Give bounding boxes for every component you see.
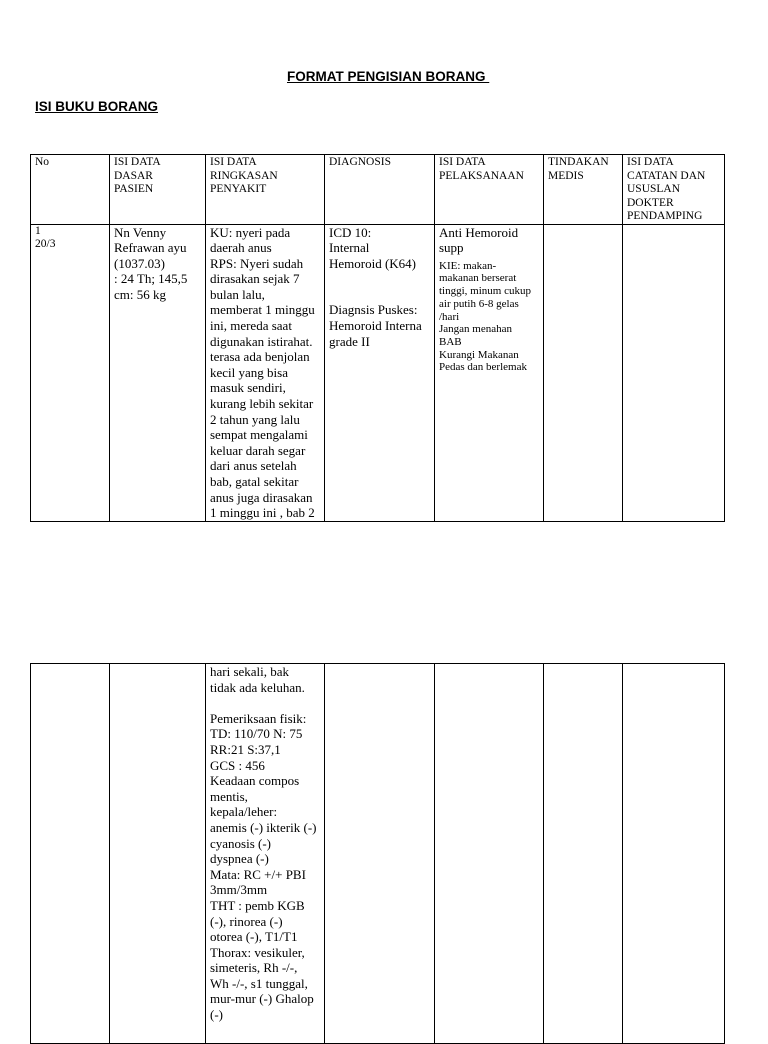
text-line: Nn Venny [114,224,167,240]
text-line: supp [439,240,464,256]
cell-no [31,224,110,521]
text-line: Thorax: vesikuler, [210,944,305,960]
table-header-row [31,155,725,225]
text-line: Pedas dan berlemak [439,361,527,374]
cell-implementation [435,664,544,1044]
text-line: Pemeriksaan fisik: [210,710,307,726]
cell-patient-data [110,224,206,521]
text-line: ISI DATA [439,156,486,168]
text-line: Hemoroid (K64) [329,255,417,271]
text-line: kurang lebih sekitar [210,396,314,412]
borang-table-continued [30,663,725,1044]
text-line: 2 tahun yang lalu [210,411,300,427]
text-line: memberat 1 minggu [210,302,315,318]
text-line: RPS: Nyeri sudah [210,255,304,271]
cell-diagnosis [325,664,435,1044]
text-line: ini, mereda saat [210,318,292,334]
text-line [329,271,434,287]
text-line: cyanosis (-) [210,835,272,851]
text-line [329,287,434,303]
text-line: mur-mur (-) Ghalop [210,991,314,1007]
text-line: RR:21 S:37,1 [210,741,281,757]
text-line: (1037.03) [114,255,165,271]
cell-illness-summary [206,224,325,521]
text-line: BAB [439,335,462,348]
text-line: DIAGNOSIS [329,156,391,168]
text-line: dyspnea (-) [210,851,269,867]
table-row [31,224,725,521]
text-line: ISI DATA [210,156,257,168]
text-line: Refrawan ayu [114,240,187,256]
text-line: KIE: makan- [439,259,497,272]
text-line: bulan lalu, [210,286,265,302]
cell-medical-action [544,224,623,521]
text-line: tinggi, minum cukup [439,285,531,298]
cell-illness-summary [206,664,325,1044]
text-line: : 24 Th; 145,5 [114,271,188,287]
header-medical-action [544,155,623,225]
text-line: tidak ada keluhan. [210,679,305,695]
text-line: kecil yang bisa [210,364,288,380]
text-line: 20/3 [35,237,56,250]
text-line: 1 minggu ini , bab 2 [210,505,315,521]
text-line: daerah anus [210,240,272,256]
text-line: Anti Hemoroid [439,224,519,240]
text-line: /hari [439,310,460,323]
cell-patient-data [110,664,206,1044]
text-line: digunakan istirahat. [210,333,313,349]
text-line: MEDIS [548,169,584,182]
text-line: Kurangi Makanan [439,348,519,361]
header-diagnosis [325,155,435,225]
text-line: Internal [329,240,370,256]
cell-no [31,664,110,1044]
text-line: Keadaan compos [210,773,300,789]
cell-notes [623,664,725,1044]
cell-implementation [435,224,544,521]
text-line: Jangan menahan [439,323,512,336]
text-line: simeteris, Rh -/-, [210,960,298,976]
text-line: terasa ada benjolan [210,349,310,365]
text-line: sempat mengalami [210,427,308,443]
text-line: cm: 56 kg [114,286,166,302]
treatment-text [439,225,543,256]
header-notes [623,155,725,225]
header-no [31,155,110,225]
text-line: air putih 6-8 gelas [439,297,519,310]
text-line: dirasakan sejak 7 [210,271,300,287]
header-implementation [435,155,544,225]
text-line: RINGKASAN [210,169,278,182]
cell-diagnosis [325,224,435,521]
text-line: ICD 10: [329,224,372,240]
text-line: Diagnsis Puskes: [329,302,418,318]
text-line: DASAR [114,169,153,182]
text-line: mentis, [210,788,248,804]
text-line: anus juga dirasakan [210,489,313,505]
text-line: 1 [35,224,41,237]
text-line: No [35,156,50,168]
text-line: 3mm/3mm [210,882,268,898]
cell-notes [623,224,725,521]
text-line: anemis (-) ikterik (-) [210,819,317,835]
text-line: KU: nyeri pada [210,224,291,240]
text-line: Wh -/-, s1 tunggal, [210,975,308,991]
text-line: GCS : 456 [210,757,265,773]
text-line: otorea (-), T1/T1 [210,929,298,945]
cell-medical-action [544,664,623,1044]
text-line: (-) [210,1007,223,1023]
header-patient-data [110,155,206,225]
text-line: THT : pemb KGB [210,897,305,913]
text-line: makanan berserat [439,272,517,285]
text-line: bab, gatal sekitar [210,474,299,489]
text-line [210,695,324,711]
text-line: ISI DATA [114,156,161,168]
text-line: PASIEN [114,183,154,195]
header-illness-summary [206,155,325,225]
text-line: TD: 110/70 N: 75 [210,726,303,742]
text-line: (-), rinorea (-) [210,913,283,929]
text-line: USUSLAN [627,183,681,195]
document-title: FORMAT PENGISIAN BORANG [287,69,490,84]
text-line: CATATAN DAN [627,169,706,182]
table-row [31,664,725,1044]
text-line: PELAKSANAAN [439,169,524,182]
text-line: grade II [329,333,370,349]
text-line: masuk sendiri, [210,380,286,396]
text-line: Mata: RC +/+ PBI [210,866,306,882]
borang-table [30,154,725,522]
text-line: PENYAKIT [210,183,267,195]
text-line: Hemoroid Interna [329,318,422,334]
text-line: kepala/leher: [210,804,278,820]
text-line: DOKTER [627,196,674,209]
text-line: ISI DATA [627,156,674,168]
section-title: ISI BUKU BORANG [35,99,159,114]
text-line: hari sekali, bak [210,664,290,679]
kie-text [439,260,543,374]
text-line: PENDAMPING [627,210,703,222]
text-line: TINDAKAN [548,156,609,168]
text-line: dari anus setelah [210,458,297,474]
text-line: keluar darah segar [210,442,306,458]
